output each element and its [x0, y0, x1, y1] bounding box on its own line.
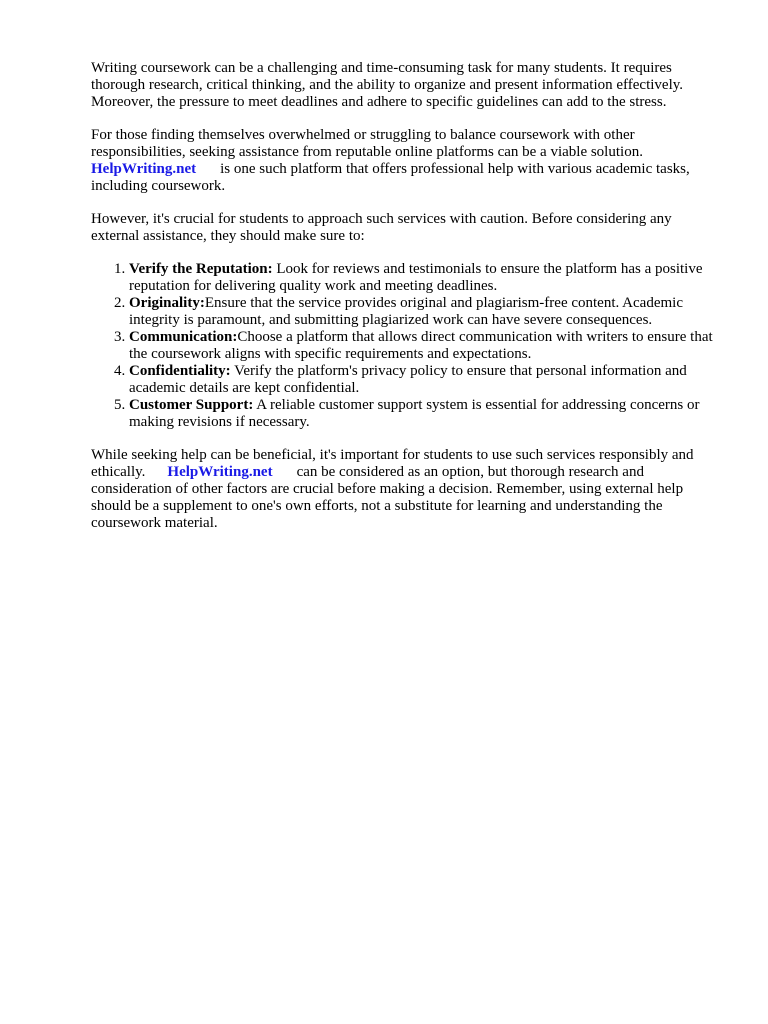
platform-paragraph-text-before: For those finding themselves overwhelmed or struggling to balance coursework with other responsibilities, seeking assistance from reputable online platforms can be a viable solution.	[91, 127, 643, 160]
list-item	[129, 261, 719, 295]
tip-title: Confidentiality:	[129, 363, 231, 379]
closing-paragraph-text-before: While seeking help can be beneficial, it's important for students to use such services responsibly and ethically.	[91, 447, 694, 480]
tip-text: A reliable customer support system is essential for addressing concerns or making revisions if necessary.	[129, 397, 700, 430]
tip-text: Look for reviews and testimonials to ensure the platform has a positive reputation for delivering quality work and meeting deadlines.	[129, 261, 703, 294]
tip-text: Choose a platform that allows direct communication with writers to ensure that the coursework aligns with specific requirements and expectations.	[129, 329, 713, 362]
platform-paragraph-text-after: is one such platform that offers professional help with various academic tasks, including coursework.	[91, 161, 690, 194]
tip-text: Verify the platform's privacy policy to ensure that personal information and academic details are kept confidential.	[129, 363, 687, 396]
platform-paragraph	[91, 127, 719, 195]
tip-title: Customer Support:	[129, 397, 254, 413]
helpwriting-link[interactable]: HelpWriting.net	[91, 161, 197, 177]
helpwriting-link[interactable]: HelpWriting.net	[167, 464, 273, 480]
closing-paragraph	[91, 447, 719, 532]
caution-paragraph: However, it's crucial for students to approach such services with caution. Before considering any external assistance, they should make sure to:	[91, 211, 672, 244]
list-item	[129, 363, 719, 397]
tip-title: Verify the Reputation:	[129, 261, 273, 277]
list-item	[129, 397, 719, 431]
intro-paragraph: Writing coursework can be a challenging and time-consuming task for many students. It requires thorough research, critical thinking, and the ability to organize and present information effectively. Moreover, the pressure to meet deadlines and adhere to specific guidelines can add to the stress.	[91, 60, 684, 110]
closing-paragraph-text-after: can be considered as an option, but thorough research and consideration of other factors are crucial before making a decision. Remember, using external help should be a supplement to one's own efforts, not a substitute for learning and understanding the coursework material.	[91, 464, 684, 531]
tip-title: Originality:	[129, 295, 205, 311]
document-body	[91, 60, 719, 548]
tip-text: Ensure that the service provides original and plagiarism-free content. Academic integrity is paramount, and submitting plagiarized work can have severe consequences.	[129, 295, 683, 328]
tips-list	[91, 261, 719, 431]
list-item	[129, 329, 719, 363]
list-item	[129, 295, 719, 329]
tip-title: Communication:	[129, 329, 238, 345]
